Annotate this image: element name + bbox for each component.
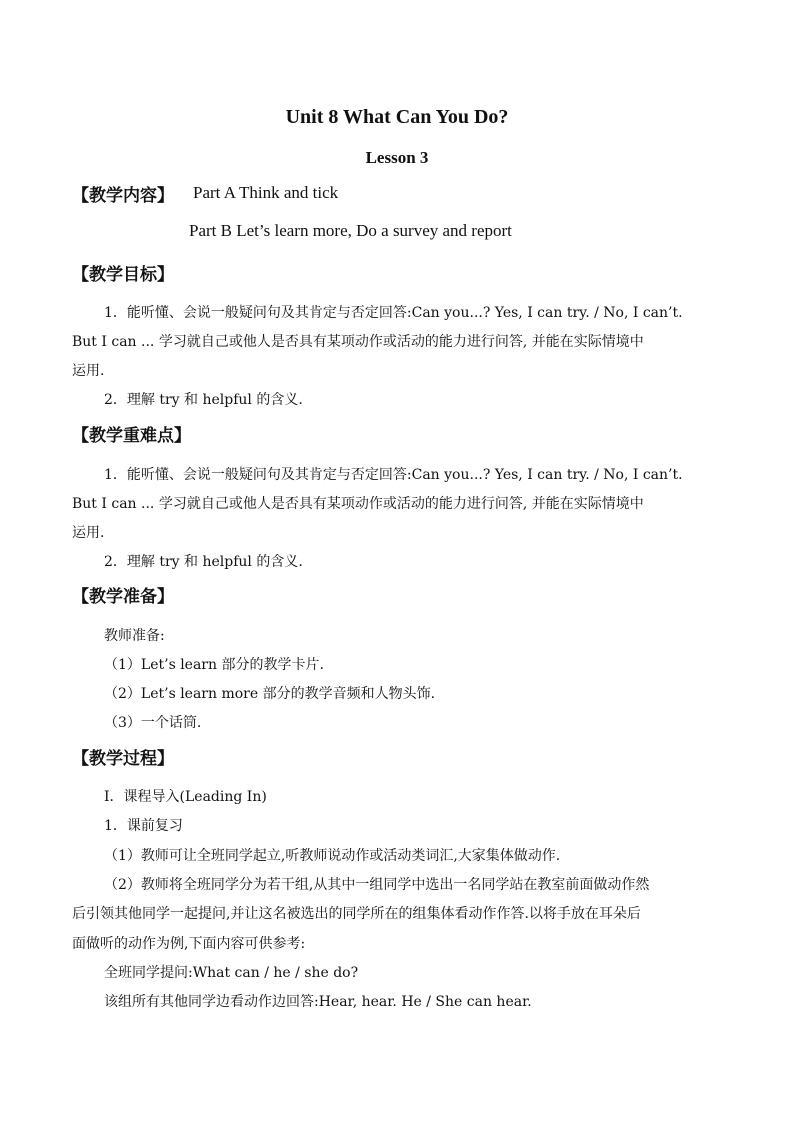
preparation-item1: （1）Let’s learn 部分的教学卡片. (104, 657, 324, 673)
part-b-line: Part B Let’s learn more, Do a survey and report (189, 221, 512, 240)
process-paragraph1: （1）教师可让全班同学起立,听教师说动作或活动类词汇,大家集体做动作. (104, 848, 561, 864)
objectives-item1-line3: 运用. (72, 363, 105, 379)
process-question: 全班同学提问:What can / he / she do? (104, 965, 359, 981)
section-heading-process: 【教学过程】 (72, 749, 174, 769)
process-paragraph2-line1: （2）教师将全班同学分为若干组,从其中一组同学中选出一名同学站在教室前面做动作然 (104, 877, 650, 893)
preparation-item3: （3）一个话筒. (104, 715, 202, 731)
key-points-item2: 2．理解 try 和 helpful 的含义. (104, 554, 303, 570)
process-answer: 该组所有其他同学边看动作边回答:Hear, hear. He / She can hear. (104, 994, 532, 1010)
preparation-item2: （2）Let’s learn more 部分的教学音频和人物头饰. (104, 686, 436, 702)
key-points-item1-line1: 1．能听懂、会说一般疑问句及其肯定与否定回答:Can you...? Yes, I can try. / No, I can’t. (104, 467, 683, 483)
process-paragraph2-line3: 面做听的动作为例,下面内容可供参考: (72, 936, 306, 952)
section-heading-preparation: 【教学准备】 (72, 587, 174, 607)
process-step1: 1．课前复习 (104, 818, 183, 834)
process-section1: Ⅰ．课程导入(Leading In) (104, 789, 267, 805)
section-heading-objectives: 【教学目标】 (72, 265, 174, 285)
section-heading-key-points: 【教学重难点】 (72, 426, 191, 446)
key-points-item1-line3: 运用. (72, 525, 105, 541)
objectives-item1-line1: 1．能听懂、会说一般疑问句及其肯定与否定回答:Can you...? Yes, I can try. / No, I can’t. (104, 305, 683, 321)
part-a-line: Part A Think and tick (193, 183, 339, 202)
objectives-item1-line2: But I can ... 学习就自己或他人是否具有某项动作或活动的能力进行问答, 并能在实际情境中 (72, 334, 644, 350)
lesson-subtitle: Lesson 3 (365, 148, 429, 167)
key-points-item1-line2: But I can ... 学习就自己或他人是否具有某项动作或活动的能力进行问答, 并能在实际情境中 (72, 496, 644, 512)
process-paragraph2-line2: 后引领其他同学一起提问,并让这名被选出的同学所在的组集体看动作作答.以将手放在耳朵后 (72, 906, 641, 922)
section-heading-content: 【教学内容】 (72, 186, 174, 206)
page-title: Unit 8 What Can You Do? (285, 106, 509, 128)
objectives-item2: 2．理解 try 和 helpful 的含义. (104, 392, 303, 408)
preparation-intro: 教师准备: (104, 628, 165, 644)
